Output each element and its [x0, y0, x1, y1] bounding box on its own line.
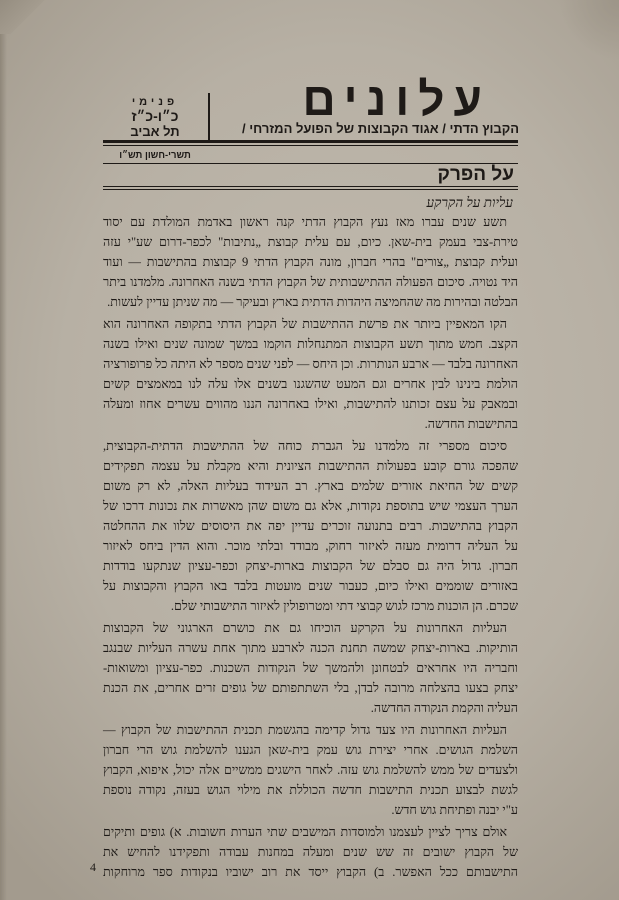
article-line: התישבותם ככל האפשר. ב) הקבוץ ייסד את רוב ישוביו בנקודות ספר מרוחקות	[102, 865, 518, 879]
article-subheading: עליות על הקרקע	[426, 195, 513, 210]
article-line: העליות האחרונות על הקרקע הוכיחו גם את כושרם הארגוני של הקבוצות	[102, 621, 507, 635]
page-number: 4	[90, 860, 96, 874]
article-line: השלמת הגושים. אחרי יצירת גוש עמק בית-שאן הגענו להשלמת גוש הרי חברון	[103, 743, 518, 757]
issue-number: כ״ו-כ״ז	[131, 108, 179, 124]
torn-corner	[0, 0, 46, 34]
masthead-divider	[208, 93, 210, 142]
article-paragraph	[103, 212, 518, 312]
article-line: לגשת לבצוע תכנית התישבות חדשה הכוללת את מילוי הגוש בעזה, נקודה נוספת	[103, 783, 518, 797]
article-line: ולצעדים של ממש להשלמת גוש עזה. לאחר הישגים ממשיים אלה יכול, איפוא, הקבוץ	[103, 763, 518, 777]
article-line: בהתישבות החדשה.	[424, 417, 518, 431]
article-line: וחבריה היו אחראים לבטחונן ולהמשך של הנקודות השכנות. כפר-עציון ומשואות-	[102, 661, 518, 675]
paper-edge	[0, 0, 7, 900]
section-bar	[103, 163, 518, 190]
article-line: של הקבוץ ישובים זה שש שנים ומעלה במחנות עבודה ותפקידנו להחיש את	[102, 845, 518, 859]
article-line: הבלטה ובהירות מה שהחמיצה היהדות הדתית בארץ ובעיקר — מה שניתן עדיין לעשות.	[107, 295, 518, 309]
article-line: באזורים שוממים ואילו כיום, כעבור שנים מועטות בלבד באו הקבוץ והקבוצות על	[103, 579, 518, 593]
paper-stain	[559, 0, 619, 60]
section-heading: על הפרק	[437, 164, 514, 185]
article-line: היד נטויה. סיכום הפעולה ההתישבותית של הקבוץ הדתי בשנה האחרונה. מלמדנו ביתר	[103, 275, 518, 289]
article-line: הקו המאפיין ביותר את פרשת ההתישבות של הקבוץ הדתי בתקופה האחרונה הוא	[102, 317, 507, 331]
article-line: ועלית קבוצת „צורים" בהרי חברון, מונה הקבוץ הדתי 9 קבוצות בהתישבות — ועוד	[102, 255, 518, 269]
article-line: אולם צריך לציין לעצמנו ולמוסדות המישבים שתי הערות חשובות. א) גופים ותיקים	[103, 825, 507, 839]
masthead-title: עלונים	[302, 73, 491, 125]
article-paragraph	[103, 436, 518, 616]
article-line: טירת-צבי בעמק בית-שאן. כיום, עם עלית קבוצת „נתיבות" לכפר-דרום שע"י עזה	[103, 235, 518, 249]
article-paragraph	[103, 822, 518, 882]
article-line: האחרונה בלבד — ארבע הנותרות. וכן היחס — לפני שנים מספר לא היתה כל פרופורציה	[102, 357, 518, 371]
internal-label: פנימי	[131, 96, 179, 108]
article-line: שהפכה גורם קובע בפעולות ההתישבות הציונית והיא מקבלת על עצמה תפקידים	[102, 459, 518, 473]
article-line: הקצב. חמש מתוך תשע הקבוצות המתנחלות הוקמו במשך שמונה שנים ואילו בשנה	[103, 337, 518, 351]
article-line: העליה והקמת הנקודה החדשה.	[370, 701, 518, 715]
article-line: קשים של החיאת אזורים שלמים בארץ. רב העידוד בעליות האלה, לא רק משום	[103, 479, 518, 493]
place-name: תל אביב	[130, 124, 180, 139]
article-line: הותיקות. בארות-יצחק שמשה תחנת הכנה לארבע מתוך אחת עשרה העליות שבנגב	[102, 641, 518, 655]
publisher-line: הקבוץ הדתי / אגוד הקבוצות של הפועל המזרחי /	[242, 121, 519, 136]
article-line: על העליה דרומית מעזה לאיזור רחוק, מבודד ובלתי מוכר. והוא הדין ביחס לאיזור	[103, 539, 518, 553]
article-line: הקבוץ בהתישבות. רבים בתנועה זוכרים עדיין יפה את היסוסים שלוו את ההחלטה	[102, 519, 518, 533]
article-paragraph	[103, 314, 518, 434]
issue-date: תשרי-חשון תש״ו	[119, 150, 191, 161]
article-line: הולמת בינינו לבין אחרים וגם המעט שהשגנו בשנים אלו עלה לנו במאמצים קשים	[103, 377, 518, 391]
article-line: תשע שנים עברו מאז נעץ הקבוץ הדתי קנה ראשון באדמת המולדת עם יסוד	[102, 215, 507, 229]
article-body	[103, 212, 518, 884]
article-paragraph	[103, 720, 518, 820]
article-line: ובמאבק על עצם זכותנו להתישבות, ואילו באחרונה הננו מהווים עשרים אחוז ומעלה	[103, 397, 518, 411]
article-line: חברון. גדול היה גם סבלם של הקבוצות בארות-יצחק וכפר-עציון שנתקעו בודדות	[103, 559, 518, 573]
article-line: ע"י יבנה ופתיחת גוש חדש.	[391, 803, 518, 817]
article-paragraph	[103, 618, 518, 718]
masthead-rule	[103, 140, 518, 146]
article-line: יצחק בצעו בהצלחה מרובה לבדן, בלי השתתפותם של גופים זרים אחרים, את הכנת	[103, 681, 518, 695]
article-line: סיכום מספרי זה מלמדנו על הגברת כוחה של ההתישבות הדתית-הקבוצית,	[103, 439, 507, 453]
issue-box	[103, 95, 207, 139]
article-line: הערך העצמי שיש בתוספת נקודות, אלא גם משום שהן מאשרות את נכונות דרכו של	[103, 499, 518, 513]
article-line: העליות האחרונות היו צעד גדול קדימה בהגשמת תכנית ההתישבות של הקבוץ —	[102, 723, 507, 737]
article-line: שכרם. הן הוכנות מרכז לגוש קבוצי דתי ומטרופולין לאיזור התישבותי שלם.	[170, 599, 518, 613]
